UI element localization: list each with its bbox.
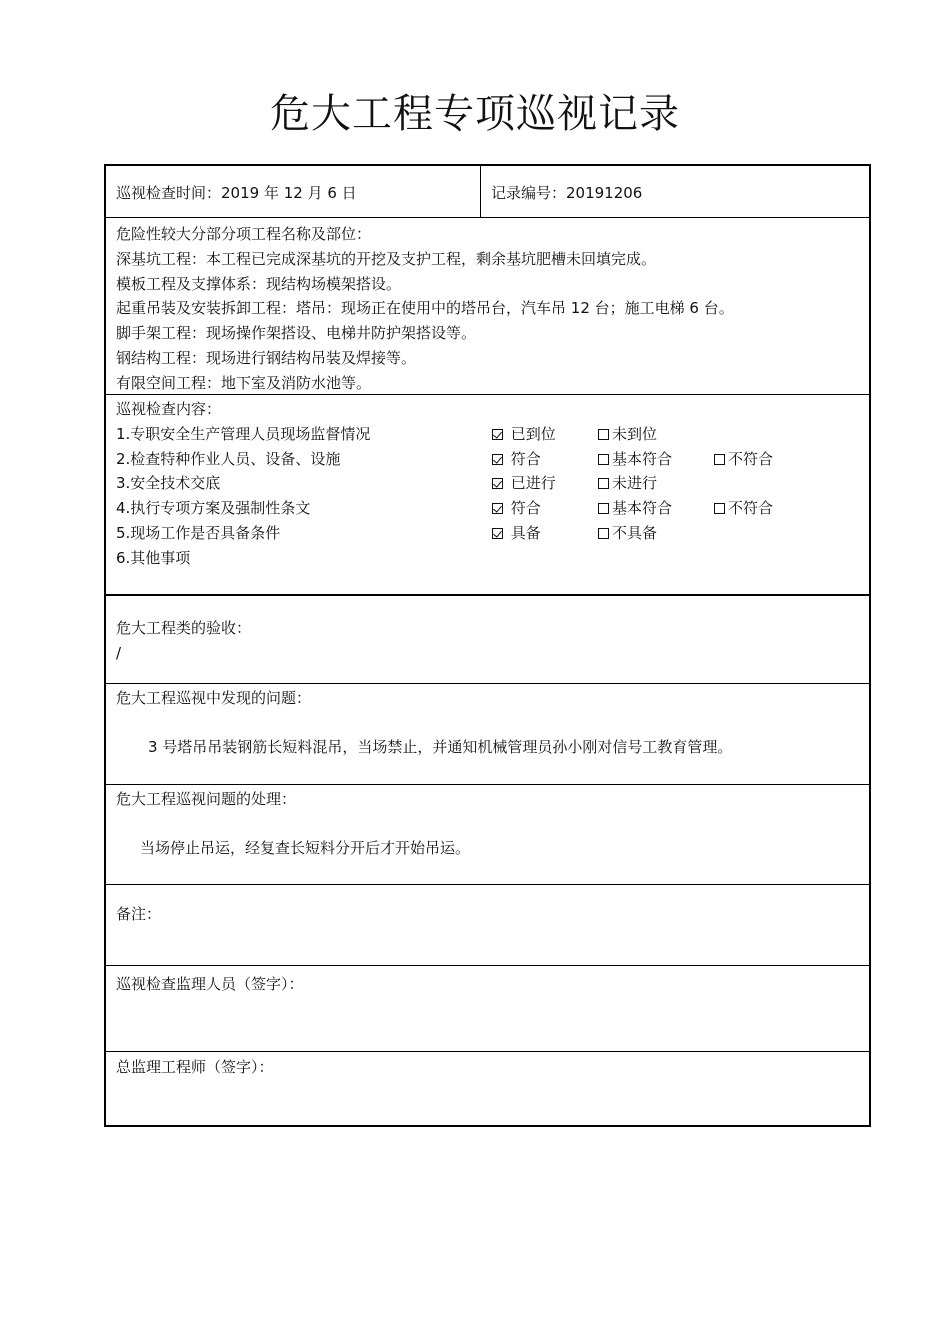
issues-section [106,684,869,785]
chief-signature-label: 总监理工程师（签字）： [116,1058,274,1076]
checked-box-icon[interactable] [492,478,503,489]
handling-section [106,785,869,885]
option-basic-compliant[interactable]: 基本符合 [598,496,672,521]
checklist-item [106,447,869,472]
option-non-compliant[interactable]: 不符合 [714,496,773,521]
option-basic-compliant[interactable]: 基本符合 [598,447,672,472]
checklist-item [106,422,869,447]
checklist-item-label: 3.安全技术交底 [116,474,221,493]
option-absent[interactable]: 未到位 [598,422,657,447]
checklist-item-label: 2.检查特种作业人员、设备、设施 [116,449,341,468]
checked-box-icon[interactable] [492,528,503,539]
checkbox-icon[interactable] [598,478,609,489]
checklist-item [106,496,869,521]
remarks-section [106,885,869,966]
checklist-item-label: 5.现场工作是否具备条件 [116,523,281,542]
checkbox-icon[interactable] [714,454,725,465]
inspection-time: 巡视检查时间：2019 年 12 月 6 日 [106,166,481,217]
inspector-signature-label: 巡视检查监理人员（签字）： [116,975,304,993]
checklist-item-label: 4.执行专项方案及强制性条文 [116,499,311,518]
option-compliant[interactable]: 符合 [492,496,541,521]
issues-heading: 危大工程巡视中发现的问题： [116,689,312,707]
checkbox-icon[interactable] [598,503,609,514]
checked-box-icon[interactable] [492,454,503,465]
checklist-item [106,521,869,546]
checkbox-icon[interactable] [714,503,725,514]
issues-text: 3 号塔吊吊装钢筋长短料混吊，当场禁止，并通知机械管理员孙小刚对信号工教育管理。 [148,737,733,756]
option-not-ready[interactable]: 不具备 [598,521,657,546]
checked-box-icon[interactable] [492,503,503,514]
acceptance-value: / [116,643,122,662]
projects-heading: 危险性较大分部分项工程名称及部位： [116,225,372,243]
header-row [106,166,869,218]
acceptance-section [106,596,869,684]
checkbox-icon[interactable] [598,454,609,465]
handling-heading: 危大工程巡视问题的处理： [116,790,297,808]
option-done[interactable]: 已进行 [492,471,556,496]
project-line: 模板工程及支撑体系：现结构场模架搭设。 [116,274,402,293]
inspection-form [104,164,871,1127]
inspection-section [106,395,869,596]
inspection-heading: 巡视检查内容： [116,400,222,418]
checklist-item [106,546,869,571]
option-present[interactable]: 已到位 [492,422,556,447]
option-non-compliant[interactable]: 不符合 [714,447,773,472]
record-number: 记录编号：20191206 [491,184,643,202]
checklist-item [106,471,869,496]
project-line: 深基坑工程：本工程已完成深基坑的开挖及支护工程，剩余基坑肥槽未回填完成。 [116,249,657,268]
project-line: 起重吊装及安装拆卸工程：塔吊：现场正在使用中的塔吊台，汽车吊 12 台；施工电梯 6 台。 [116,299,734,318]
checklist-item-label: 1.专职安全生产管理人员现场监督情况 [116,424,371,443]
document-title: 危大工程专项巡视记录 [270,91,680,137]
chief-signature-section [106,1052,869,1125]
acceptance-heading: 危大工程类的验收： [116,619,252,637]
project-line: 钢结构工程：现场进行钢结构吊装及焊接等。 [116,348,417,367]
option-compliant[interactable]: 符合 [492,447,541,472]
checkbox-icon[interactable] [598,429,609,440]
checked-box-icon[interactable] [492,429,503,440]
option-not-done[interactable]: 未进行 [598,471,657,496]
project-line: 脚手架工程：现场操作架搭设、电梯井防护架搭设等。 [116,324,477,343]
remarks-heading: 备注： [116,905,162,923]
checkbox-icon[interactable] [598,528,609,539]
project-line: 有限空间工程：地下室及消防水池等。 [116,373,372,392]
option-ready[interactable]: 具备 [492,521,541,546]
inspector-signature-section [106,966,869,1052]
projects-section [106,218,869,395]
handling-text: 当场停止吊运，经复查长短料分开后才开始吊运。 [140,838,471,857]
checklist-item-label: 6.其他事项 [116,548,191,567]
